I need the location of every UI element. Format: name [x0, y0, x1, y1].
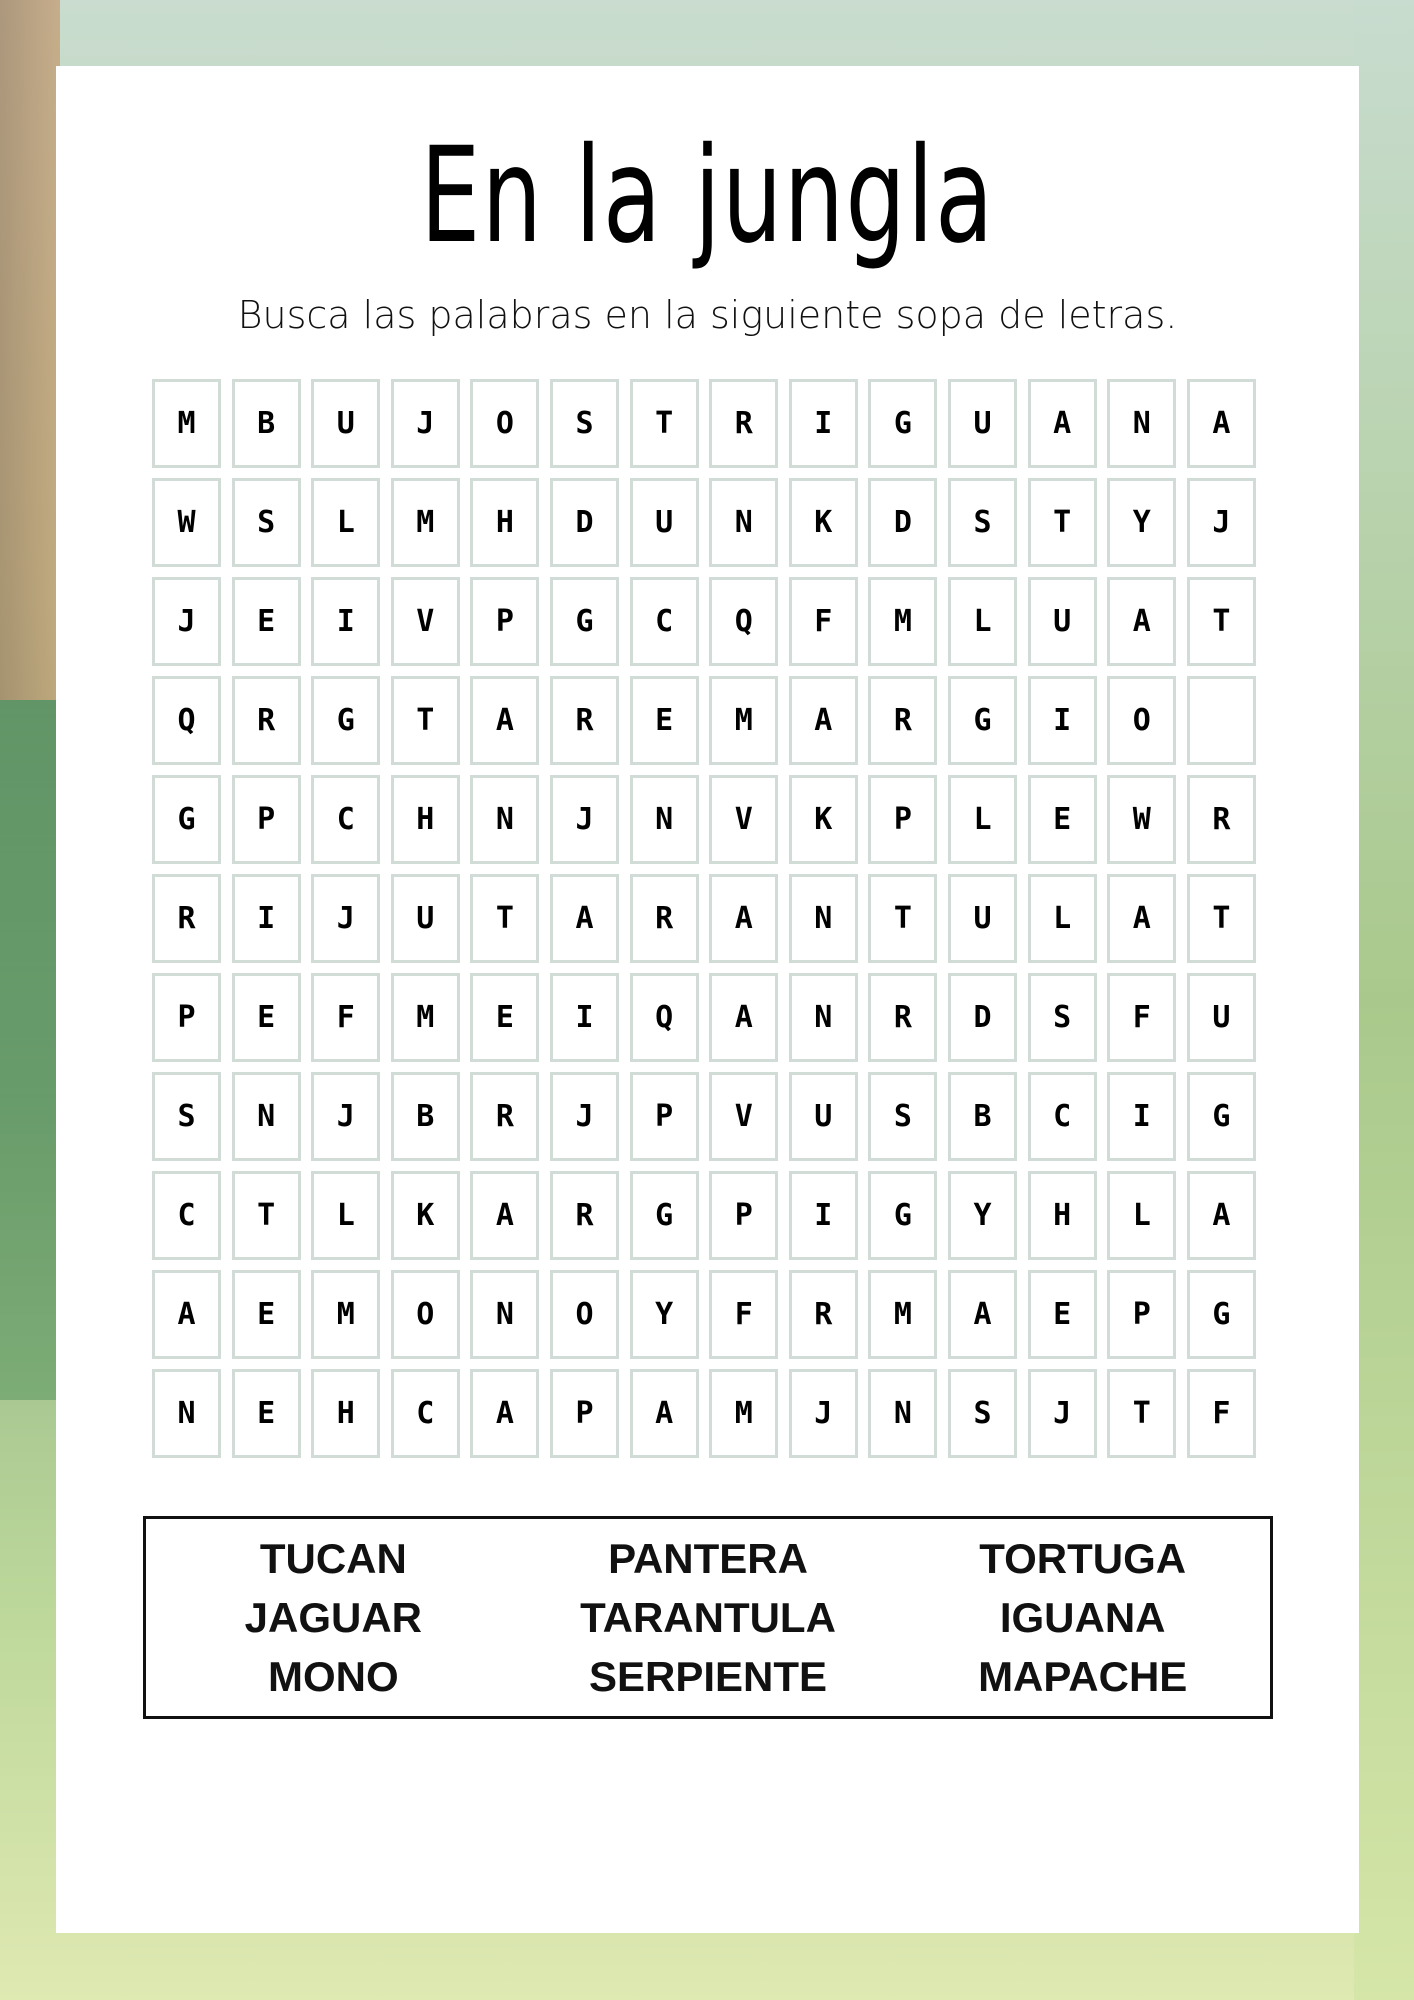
grid-row-letters[interactable]: CTLKARGPIGYHLA [177, 1198, 1292, 1233]
grid-row-letters[interactable]: AEMONOYFRMAEPG [177, 1297, 1292, 1332]
grid-row [152, 1270, 1292, 1359]
background-tree-trunk [0, 0, 60, 700]
word-list-item: TORTUGA [979, 1535, 1187, 1582]
grid-row-letters[interactable]: RIJUTARANTULAT [177, 901, 1292, 936]
grid-row-letters[interactable]: JEIVPGCQFMLUAT [177, 604, 1292, 639]
grid-row-letters[interactable]: NEHCAPAMJNSJTF [177, 1396, 1292, 1431]
word-list-item: MAPACHE [978, 1653, 1188, 1700]
grid-row-letters[interactable]: GPCHNJNVKPLEWR [177, 802, 1292, 837]
grid-row [152, 775, 1292, 864]
grid-row-letters[interactable]: WSLMHDUNKDSTYJ [177, 505, 1292, 540]
word-list-column [895, 1519, 1270, 1716]
grid-row [152, 874, 1292, 963]
word-list-item: JAGUAR [244, 1594, 423, 1641]
word-list-item: IGUANA [999, 1594, 1166, 1641]
word-search-grid [152, 379, 1292, 1458]
grid-row-letters[interactable]: SNJBRJPVUSBCIG [177, 1099, 1292, 1134]
grid-row [152, 1072, 1292, 1161]
word-list-item: TUCAN [259, 1535, 407, 1582]
word-list-item: PANTERA [608, 1535, 808, 1582]
background-jungle-edge [1354, 0, 1414, 2000]
worksheet-title: En la jungla [420, 119, 995, 273]
grid-row-letters[interactable]: MBUJOSTRIGUANA [177, 406, 1292, 441]
grid-row [152, 379, 1292, 468]
grid-row [152, 1369, 1292, 1458]
grid-row-letters[interactable]: PEFMEIQANRDSFU [177, 1000, 1292, 1035]
grid-row [152, 1171, 1292, 1260]
grid-row [152, 973, 1292, 1062]
word-list-column [146, 1519, 521, 1716]
grid-row [152, 478, 1292, 567]
word-list-item: TARANTULA [580, 1594, 836, 1641]
word-list-item: MONO [268, 1653, 399, 1700]
grid-row-letters[interactable]: QRGTAREMARGIO [177, 703, 1213, 738]
grid-row [152, 577, 1292, 666]
worksheet-instructions: Busca las palabras en la siguiente sopa de letras. [237, 293, 1178, 337]
word-list-item: SERPIENTE [588, 1653, 828, 1700]
grid-row [152, 676, 1262, 765]
word-list-box [143, 1516, 1273, 1719]
word-list-column [521, 1519, 896, 1716]
